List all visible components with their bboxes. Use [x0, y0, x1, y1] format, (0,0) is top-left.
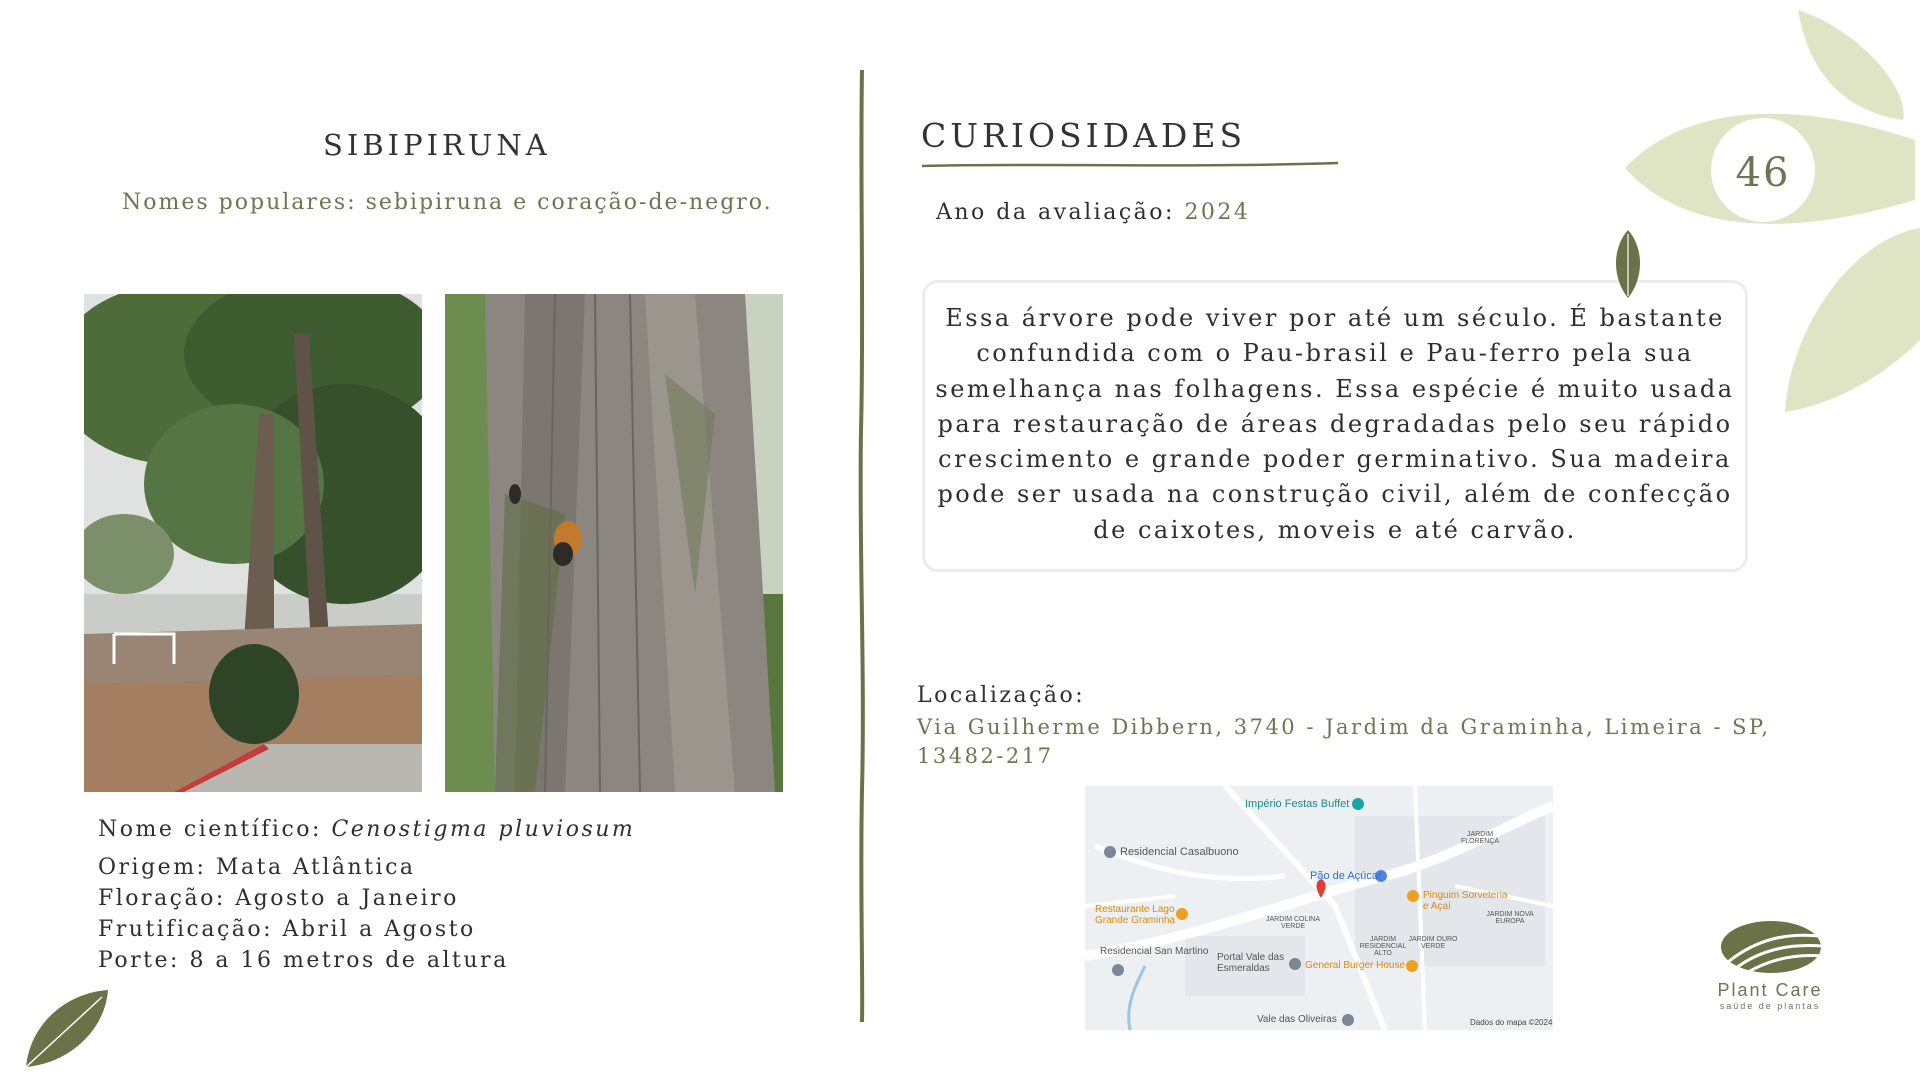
map-label-lago: Restaurante Lago Grande Graminha	[1095, 904, 1176, 926]
year-value: 2024	[1184, 200, 1251, 225]
vertical-divider	[857, 70, 867, 1022]
trunk-photo	[445, 294, 783, 792]
evaluation-year	[936, 200, 1250, 225]
map-label-general-burger: General Burger House	[1305, 960, 1406, 971]
species-title: SIBIPIRUNA	[323, 128, 551, 162]
curiosities-title: CURIOSIDADES	[921, 116, 1247, 155]
map-credit: Dados do mapa ©2024	[1470, 1018, 1553, 1027]
map-label-oliveiras: Vale das Oliveiras	[1257, 1014, 1337, 1025]
year-label: Ano da avaliação:	[936, 200, 1185, 225]
curiosities-text: Essa árvore pode viver por até um século. É bastante confundida com o Pau-brasil e Pau-ferro pela sua semelhança nas folhagens. Essa espécie é muito usada para restauração de áreas degradadas pelo seu rápido crescimento e grande poder germinativo. Sua madeira pode ser usada na construção civil, além de confecção de caixotes, moveis e até carvão.	[935, 304, 1735, 544]
map-label-ouro-verde: JARDIM OURO VERDE	[1408, 936, 1458, 950]
fruiting-line: Frutificação: Abril a Agosto	[98, 917, 476, 942]
map-label-san-martino: Residencial San Martino	[1100, 946, 1209, 957]
popular-names: Nomes populares: sebipiruna e coração-de-negro.	[122, 190, 773, 215]
brand	[1695, 980, 1845, 1011]
map-label-florenca: JARDIM FLORENÇA	[1460, 831, 1500, 845]
map-label-nova-europa: JARDIM NOVA EUROPA	[1486, 911, 1534, 925]
map-label-imperio: Império Festas Buffet	[1245, 798, 1350, 810]
map-label-pinguim: Pinguim Sorveteria e Açaí	[1423, 890, 1508, 912]
scientific-name: Cenostigma pluviosum	[331, 817, 636, 842]
map-label-pao: Pão de Açúcar	[1310, 870, 1382, 882]
location-map[interactable]	[1085, 786, 1553, 1030]
scientific-name-label: Nome científico:	[98, 817, 332, 842]
brand-name: Plant Care	[1717, 980, 1823, 1000]
leaf-icon	[1610, 228, 1646, 300]
page-number: 46	[1735, 150, 1791, 196]
plant-care-logo	[1718, 918, 1824, 976]
map-label-colina: JARDIM COLINA VERDE	[1265, 916, 1321, 930]
scientific-name-line	[98, 817, 635, 842]
brand-tagline: saúde de plantas	[1719, 1001, 1821, 1011]
location-label: Localização:	[917, 683, 1086, 708]
tree-photo	[84, 294, 422, 792]
map-label-casalbuono: Residencial Casalbuono	[1120, 846, 1239, 858]
flowering-line: Floração: Agosto a Janeiro	[98, 886, 459, 911]
location-address: Via Guilherme Dibbern, 3740 - Jardim da Graminha, Limeira - SP, 13482-217	[917, 715, 1771, 768]
title-underline	[920, 160, 1340, 170]
map-label-residencial-alto: JARDIM RESIDENCIAL ALTO	[1359, 936, 1407, 957]
size-line: Porte: 8 a 16 metros de altura	[98, 948, 509, 973]
origin-line: Origem: Mata Atlântica	[98, 855, 416, 880]
map-label-portal: Portal Vale das Esmeraldas	[1217, 952, 1285, 974]
leaf-icon-bottom-left	[20, 985, 115, 1073]
